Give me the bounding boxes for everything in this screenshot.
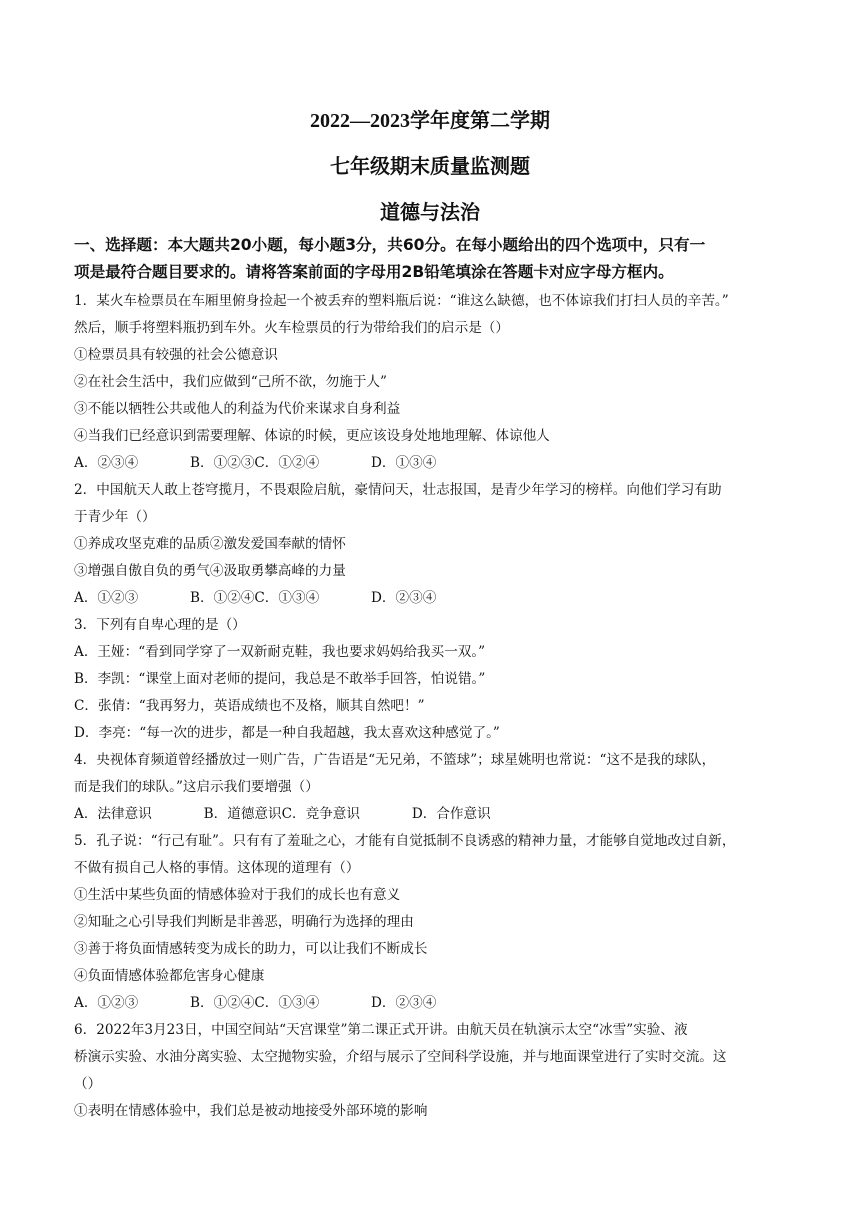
q4-options: A．法律意识 B．道德意识C．竞争意识 D．合作意识 (74, 806, 491, 822)
questions-body (74, 288, 796, 1125)
section-instructions-line: 项是最符合题目要求的。请将答案前面的字母用2B铅笔填涂在答题卡对应字母方框内。 (74, 263, 674, 281)
q1-statement: ②在社会生活中，我们应做到“己所不欲，勿施于人” (74, 374, 387, 390)
q3-option: B．李凯：“课堂上面对老师的提问，我总是不敢举手回答，怕说错。” (74, 671, 486, 687)
q1-stem: 然后，顺手将塑料瓶扔到车外。火车检票员的行为带给我们的启示是（） (74, 320, 509, 336)
q2-statement: ①养成攻坚克难的品质②激发爱国奉献的情怀 (74, 536, 346, 552)
q5-stem: 不做有损自己人格的事情。这体现的道理有（） (74, 860, 360, 876)
q2-statement: ③增强自傲自负的勇气④汲取勇攀高峰的力量 (74, 563, 346, 579)
subject-title: 道德与法治 (380, 202, 480, 224)
q6-statement: ①表明在情感体验中，我们总是被动地接受外部环境的影响 (74, 1103, 428, 1119)
q6-stem: 6．2022年3月23日，中国空间站“天宫课堂”第二课正式开讲。由航天员在轨演示太空“冰雪”实验、液 (74, 1022, 688, 1038)
school-year-title: 2022—2023学年度第二学期 (310, 110, 550, 132)
q2-stem: 2．中国航天人敢上苍穹揽月，不畏艰险启航，豪情问天，壮志报国，是青少年学习的榜样。向他们学习有助 (74, 482, 722, 498)
q5-statement: ③善于将负面情感转变为成长的助力，可以让我们不断成长 (74, 941, 428, 957)
q3-stem: 3．下列有自卑心理的是（） (74, 617, 246, 633)
q1-statement: ④当我们已经意识到需要理解、体谅的时候，更应该设身处地地理解、体谅他人 (74, 428, 550, 444)
q5-stem: 5．孔子说：“行己有耻”。只有有了羞耻之心，才能有自觉抵制不良诱惑的精神力量，才能够自觉地改过自新， (74, 833, 736, 849)
q3-option: C．张倩：“我再努力，英语成绩也不及格，顺其自然吧！” (74, 698, 425, 714)
q4-stem: 而是我们的球队。”这启示我们要增强（） (74, 779, 319, 795)
section-instructions (74, 232, 794, 286)
q4-stem: 4．央视体育频道曾经播放过一则广告，广告语是“无兄弟，不篮球”；球星姚明也常说：“这不是我的球队， (74, 752, 716, 768)
q1-stem: 1．某火车检票员在车厢里俯身捡起一个被丢弃的塑料瓶后说：“谁这么缺德，也不体谅我们打扫人员的辛苦。” (74, 293, 729, 309)
q1-options: A．②③④ B．①②③C．①②④ D．①③④ (74, 455, 437, 471)
q5-statement: ①生活中某些负面的情感体验对于我们的成长也有意义 (74, 887, 401, 903)
q1-statement: ③不能以牺牲公共或他人的利益为代价来谋求自身利益 (74, 401, 401, 417)
q5-statement: ②知耻之心引导我们判断是非善恶，明确行为选择的理由 (74, 914, 414, 930)
q3-option: A．王娅：“看到同学穿了一双新耐克鞋，我也要求妈妈给我买一双。” (74, 644, 486, 660)
section-instructions-line: 一、选择题：本大题共20小题，每小题3分，共60分。在每小题给出的四个选项中，只有一 (74, 236, 706, 254)
q2-options: A．①②③ B．①②④C．①③④ D．②③④ (74, 590, 437, 606)
q6-stem: （） (74, 1076, 102, 1092)
q5-options: A．①②③ B．①②④C．①③④ D．②③④ (74, 995, 437, 1011)
q1-statement: ①检票员具有较强的社会公德意识 (74, 347, 278, 363)
q6-stem: 桥演示实验、水油分离实验、太空抛物实验，介绍与展示了空间科学设施，并与地面课堂进行了实时交流。这 (74, 1049, 727, 1065)
exam-title: 七年级期末质量监测题 (330, 156, 530, 178)
q3-option: D．李亮：“每一次的进步，都是一种自我超越，我太喜欢这种感觉了。” (74, 725, 500, 741)
q5-statement: ④负面情感体验都危害身心健康 (74, 968, 265, 984)
q2-stem: 于青少年（） (74, 509, 156, 525)
